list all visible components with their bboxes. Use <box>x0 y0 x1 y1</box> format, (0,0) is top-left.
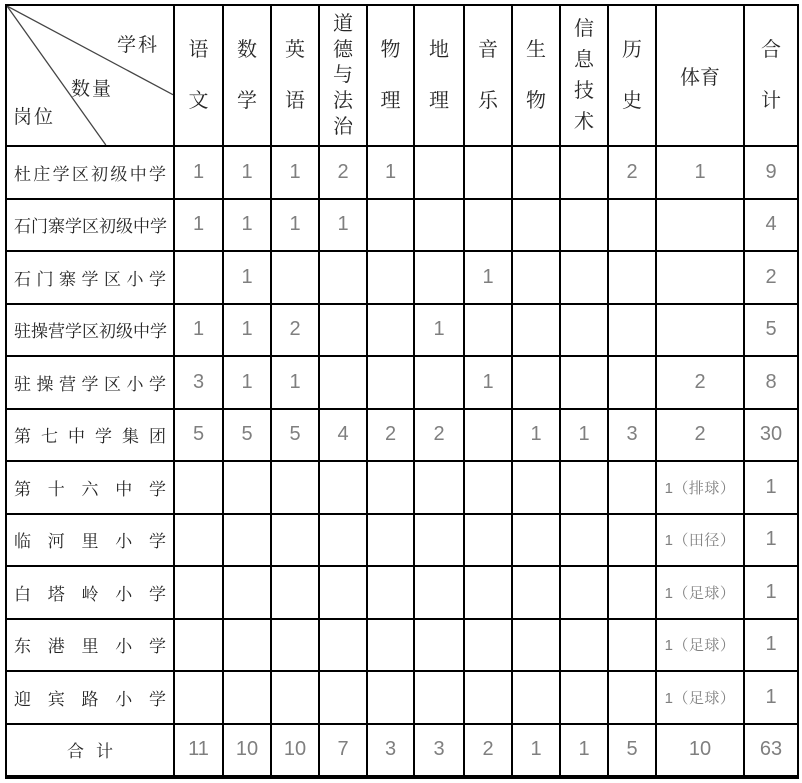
value-cell <box>608 199 656 252</box>
header-row <box>6 5 798 146</box>
value-cell <box>223 514 271 567</box>
value-cell: 1 <box>744 671 798 724</box>
value-cell: 1 <box>223 251 271 304</box>
value-cell <box>560 356 608 409</box>
value-cell <box>464 409 512 462</box>
value-cell <box>367 566 414 619</box>
value-cell: 2 <box>271 304 319 357</box>
value-cell: 10 <box>271 724 319 778</box>
value-cell <box>174 461 223 514</box>
value-cell: 4 <box>744 199 798 252</box>
value-cell <box>560 671 608 724</box>
school-name-cell: 临河里小学 <box>6 514 174 567</box>
column-header: 道 德 与 法 治 <box>319 5 367 146</box>
value-cell <box>560 619 608 672</box>
value-cell: 1 <box>512 724 560 778</box>
value-cell: 1 <box>223 199 271 252</box>
value-cell <box>271 671 319 724</box>
value-cell: 1 <box>319 199 367 252</box>
value-cell <box>367 619 414 672</box>
value-cell: 1 <box>744 566 798 619</box>
table-row <box>6 461 798 514</box>
value-cell: 3 <box>367 724 414 778</box>
table-row <box>6 251 798 304</box>
value-cell <box>414 199 464 252</box>
value-cell: 1 <box>744 514 798 567</box>
value-cell <box>464 671 512 724</box>
value-cell: 1 <box>560 724 608 778</box>
school-name-cell: 迎宾路小学 <box>6 671 174 724</box>
table-row <box>6 619 798 672</box>
value-cell <box>464 146 512 199</box>
value-cell: 2 <box>464 724 512 778</box>
total-row <box>6 724 798 778</box>
value-cell <box>174 566 223 619</box>
value-cell <box>414 514 464 567</box>
value-cell: 2 <box>656 356 744 409</box>
school-name-cell: 第七中学集团 <box>6 409 174 462</box>
value-cell: 1 <box>271 356 319 409</box>
value-cell <box>560 199 608 252</box>
school-name-cell: 第十六中学 <box>6 461 174 514</box>
school-name-cell: 石门寨学区初级中学 <box>6 199 174 252</box>
value-cell <box>174 514 223 567</box>
value-cell <box>560 251 608 304</box>
column-header: 物 理 <box>367 5 414 146</box>
column-header: 体育 <box>656 5 744 146</box>
column-header: 历 史 <box>608 5 656 146</box>
value-cell <box>560 146 608 199</box>
value-cell <box>464 304 512 357</box>
table-row <box>6 671 798 724</box>
value-cell: 1（足球） <box>656 619 744 672</box>
value-cell: 3 <box>174 356 223 409</box>
value-cell <box>174 671 223 724</box>
corner-quantity-label: 数量 <box>71 79 114 100</box>
corner-subject-label: 学科 <box>116 35 159 56</box>
value-cell <box>367 251 414 304</box>
value-cell <box>319 514 367 567</box>
value-cell: 1 <box>414 304 464 357</box>
value-cell: 1 <box>223 146 271 199</box>
value-cell: 2 <box>744 251 798 304</box>
column-header: 地 理 <box>414 5 464 146</box>
table-row <box>6 356 798 409</box>
value-cell: 2 <box>414 409 464 462</box>
value-cell <box>464 461 512 514</box>
value-cell: 1（排球） <box>656 461 744 514</box>
value-cell <box>319 461 367 514</box>
value-cell <box>271 566 319 619</box>
column-header: 生 物 <box>512 5 560 146</box>
table-row <box>6 514 798 567</box>
value-cell <box>223 566 271 619</box>
table-row <box>6 566 798 619</box>
value-cell <box>512 199 560 252</box>
value-cell <box>367 199 414 252</box>
value-cell <box>464 199 512 252</box>
value-cell <box>512 304 560 357</box>
school-name-cell: 驻操营学区初级中学 <box>6 304 174 357</box>
value-cell: 8 <box>744 356 798 409</box>
value-cell: 1 <box>744 461 798 514</box>
value-cell: 1（足球） <box>656 566 744 619</box>
value-cell <box>656 304 744 357</box>
value-cell: 10 <box>656 724 744 778</box>
value-cell <box>367 514 414 567</box>
value-cell: 1 <box>223 304 271 357</box>
corner-position-label: 岗位 <box>13 107 56 128</box>
document-page <box>0 4 802 783</box>
value-cell: 63 <box>744 724 798 778</box>
value-cell <box>512 356 560 409</box>
column-header: 合 计 <box>744 5 798 146</box>
value-cell <box>319 356 367 409</box>
value-cell <box>271 461 319 514</box>
value-cell: 1 <box>367 146 414 199</box>
column-header: 信 息 技 术 <box>560 5 608 146</box>
school-name-cell: 白塔岭小学 <box>6 566 174 619</box>
value-cell <box>608 514 656 567</box>
value-cell <box>656 199 744 252</box>
value-cell: 1 <box>464 356 512 409</box>
school-name-cell: 石门寨学区小学 <box>6 251 174 304</box>
value-cell <box>174 251 223 304</box>
value-cell <box>223 461 271 514</box>
value-cell: 5 <box>174 409 223 462</box>
value-cell: 1（田径） <box>656 514 744 567</box>
value-cell <box>223 619 271 672</box>
value-cell <box>319 619 367 672</box>
value-cell: 5 <box>608 724 656 778</box>
value-cell: 1 <box>174 304 223 357</box>
value-cell: 5 <box>271 409 319 462</box>
value-cell <box>560 461 608 514</box>
table-row <box>6 304 798 357</box>
value-cell: 9 <box>744 146 798 199</box>
value-cell <box>367 304 414 357</box>
value-cell <box>319 304 367 357</box>
value-cell <box>414 461 464 514</box>
recruitment-table <box>5 4 799 779</box>
value-cell <box>512 619 560 672</box>
value-cell <box>319 566 367 619</box>
value-cell <box>608 304 656 357</box>
value-cell: 1 <box>174 146 223 199</box>
value-cell: 2 <box>319 146 367 199</box>
value-cell <box>560 304 608 357</box>
value-cell <box>464 619 512 672</box>
column-header: 英 语 <box>271 5 319 146</box>
value-cell: 1（足球） <box>656 671 744 724</box>
value-cell <box>414 671 464 724</box>
value-cell: 1 <box>174 199 223 252</box>
column-header: 数 学 <box>223 5 271 146</box>
value-cell: 1 <box>512 409 560 462</box>
value-cell <box>414 356 464 409</box>
table-body <box>6 146 798 777</box>
value-cell <box>223 671 271 724</box>
value-cell <box>271 251 319 304</box>
value-cell: 1 <box>223 356 271 409</box>
value-cell <box>560 514 608 567</box>
value-cell <box>271 619 319 672</box>
value-cell <box>608 619 656 672</box>
value-cell <box>608 251 656 304</box>
school-name-cell: 杜庄学区初级中学 <box>6 146 174 199</box>
value-cell: 1 <box>656 146 744 199</box>
value-cell: 5 <box>744 304 798 357</box>
value-cell <box>367 461 414 514</box>
value-cell <box>512 671 560 724</box>
value-cell <box>319 671 367 724</box>
school-name-cell: 东港里小学 <box>6 619 174 672</box>
value-cell <box>319 251 367 304</box>
value-cell <box>414 619 464 672</box>
value-cell: 7 <box>319 724 367 778</box>
value-cell: 1 <box>744 619 798 672</box>
value-cell <box>512 251 560 304</box>
value-cell <box>608 566 656 619</box>
value-cell <box>367 356 414 409</box>
table-row <box>6 146 798 199</box>
value-cell <box>271 514 319 567</box>
value-cell: 2 <box>367 409 414 462</box>
value-cell: 1 <box>464 251 512 304</box>
value-cell: 3 <box>608 409 656 462</box>
value-cell: 1 <box>271 146 319 199</box>
value-cell <box>414 251 464 304</box>
value-cell <box>367 671 414 724</box>
value-cell: 3 <box>414 724 464 778</box>
value-cell <box>512 566 560 619</box>
table-row <box>6 199 798 252</box>
value-cell: 2 <box>608 146 656 199</box>
value-cell <box>656 251 744 304</box>
value-cell <box>174 619 223 672</box>
value-cell <box>608 461 656 514</box>
value-cell <box>608 356 656 409</box>
value-cell <box>464 514 512 567</box>
corner-cell <box>6 5 174 146</box>
school-name-cell: 驻操营学区小学 <box>6 356 174 409</box>
value-cell <box>560 566 608 619</box>
value-cell <box>464 566 512 619</box>
value-cell <box>512 461 560 514</box>
value-cell <box>414 566 464 619</box>
value-cell <box>608 671 656 724</box>
table-row <box>6 409 798 462</box>
value-cell <box>512 514 560 567</box>
school-name-cell: 合计 <box>6 724 174 778</box>
value-cell: 30 <box>744 409 798 462</box>
value-cell: 4 <box>319 409 367 462</box>
value-cell: 11 <box>174 724 223 778</box>
value-cell: 1 <box>560 409 608 462</box>
column-header: 音 乐 <box>464 5 512 146</box>
value-cell: 1 <box>271 199 319 252</box>
value-cell: 10 <box>223 724 271 778</box>
value-cell: 5 <box>223 409 271 462</box>
column-header: 语 文 <box>174 5 223 146</box>
value-cell <box>414 146 464 199</box>
value-cell <box>512 146 560 199</box>
value-cell: 2 <box>656 409 744 462</box>
